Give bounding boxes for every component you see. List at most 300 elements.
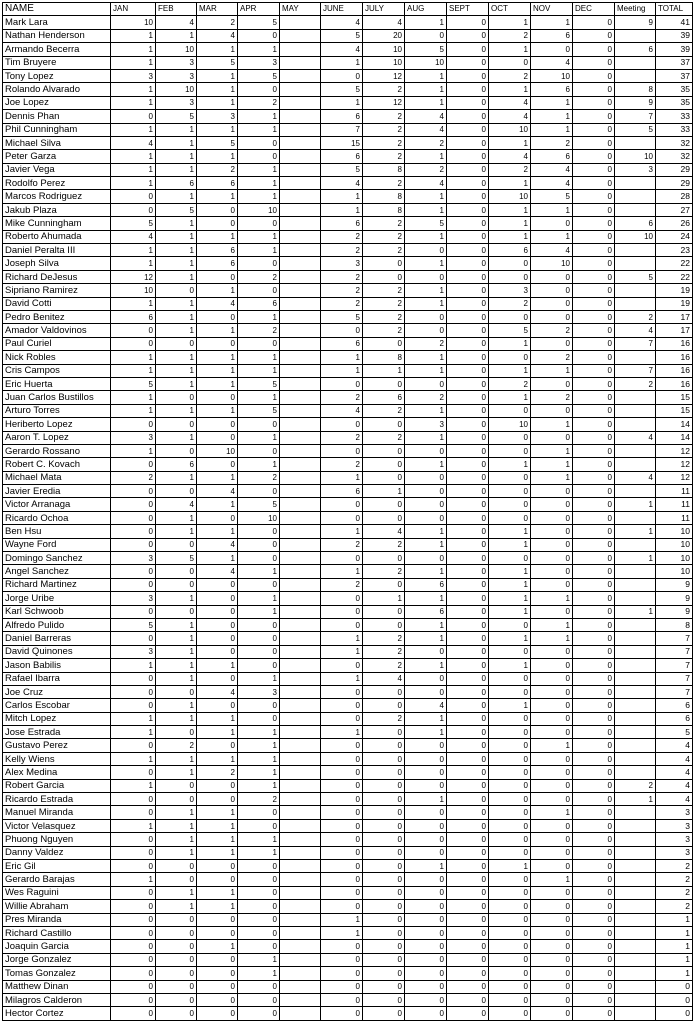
cell-mar: 10 (197, 444, 238, 457)
cell-may (280, 257, 321, 270)
cell-may (280, 56, 321, 69)
cell-mar: 1 (197, 819, 238, 832)
cell-aug: 1 (405, 431, 447, 444)
cell-jan: 0 (111, 766, 156, 779)
cell-aug: 0 (405, 552, 447, 565)
cell-june: 0 (321, 806, 363, 819)
table-row (3, 592, 693, 605)
cell-feb: 1 (156, 431, 197, 444)
column-header-meeting: Meeting (615, 3, 656, 16)
cell-mar: 1 (197, 150, 238, 163)
cell-mar: 1 (197, 230, 238, 243)
cell-oct: 0 (489, 779, 531, 792)
cell-dec: 0 (573, 310, 615, 323)
cell-total: 41 (656, 16, 693, 29)
table-row (3, 860, 693, 873)
cell-meeting (615, 980, 656, 993)
table-row (3, 980, 693, 993)
cell-june: 0 (321, 498, 363, 511)
cell-dec: 0 (573, 136, 615, 149)
cell-apr: 0 (238, 578, 280, 591)
cell-aug: 4 (405, 123, 447, 136)
cell-feb: 1 (156, 752, 197, 765)
cell-nov: 0 (531, 659, 573, 672)
cell-oct: 10 (489, 418, 531, 431)
cell-nov: 1 (531, 110, 573, 123)
cell-name: Manuel Miranda (3, 806, 111, 819)
cell-nov: 0 (531, 377, 573, 390)
cell-may (280, 337, 321, 350)
cell-nov: 0 (531, 967, 573, 980)
cell-jan: 1 (111, 163, 156, 176)
cell-jan: 1 (111, 779, 156, 792)
cell-apr: 0 (238, 538, 280, 551)
cell-meeting (615, 645, 656, 658)
cell-oct: 1 (489, 458, 531, 471)
cell-feb: 1 (156, 712, 197, 725)
cell-feb: 1 (156, 150, 197, 163)
cell-jan: 0 (111, 913, 156, 926)
cell-feb: 4 (156, 498, 197, 511)
cell-oct: 0 (489, 1007, 531, 1020)
table-row (3, 244, 693, 257)
cell-dec: 0 (573, 980, 615, 993)
cell-july: 2 (363, 310, 405, 323)
cell-jan: 0 (111, 739, 156, 752)
cell-june: 4 (321, 404, 363, 417)
cell-total: 37 (656, 56, 693, 69)
cell-may (280, 471, 321, 484)
cell-aug: 3 (405, 418, 447, 431)
cell-oct: 1 (489, 659, 531, 672)
cell-apr: 1 (238, 592, 280, 605)
cell-nov: 1 (531, 418, 573, 431)
cell-feb: 1 (156, 404, 197, 417)
cell-aug: 4 (405, 699, 447, 712)
table-row (3, 83, 693, 96)
cell-meeting (615, 846, 656, 859)
cell-meeting (615, 993, 656, 1006)
cell-total: 35 (656, 83, 693, 96)
cell-nov: 2 (531, 136, 573, 149)
cell-name: Rolando Alvarado (3, 83, 111, 96)
cell-july: 0 (363, 779, 405, 792)
cell-aug: 0 (405, 766, 447, 779)
cell-apr: 1 (238, 351, 280, 364)
table-row (3, 1007, 693, 1020)
cell-apr: 0 (238, 150, 280, 163)
cell-aug: 0 (405, 779, 447, 792)
cell-june: 1 (321, 565, 363, 578)
cell-dec: 0 (573, 565, 615, 578)
cell-name: Pres Miranda (3, 913, 111, 926)
cell-mar: 0 (197, 1007, 238, 1020)
cell-aug: 0 (405, 324, 447, 337)
cell-dec: 0 (573, 485, 615, 498)
table-row (3, 177, 693, 190)
cell-feb: 1 (156, 833, 197, 846)
cell-name: Armando Becerra (3, 43, 111, 56)
cell-mar: 0 (197, 310, 238, 323)
cell-aug: 0 (405, 511, 447, 524)
cell-total: 16 (656, 351, 693, 364)
table-row (3, 43, 693, 56)
table-row (3, 752, 693, 765)
cell-meeting (615, 418, 656, 431)
cell-apr: 1 (238, 190, 280, 203)
cell-name: Amador Valdovinos (3, 324, 111, 337)
cell-may (280, 485, 321, 498)
cell-dec: 0 (573, 110, 615, 123)
cell-july: 2 (363, 136, 405, 149)
cell-nov: 0 (531, 297, 573, 310)
cell-feb: 0 (156, 980, 197, 993)
cell-total: 2 (656, 886, 693, 899)
cell-dec: 0 (573, 150, 615, 163)
cell-meeting (615, 833, 656, 846)
cell-oct: 0 (489, 685, 531, 698)
cell-sept: 0 (447, 83, 489, 96)
cell-may (280, 846, 321, 859)
cell-meeting (615, 806, 656, 819)
cell-may (280, 69, 321, 82)
cell-mar: 6 (197, 244, 238, 257)
cell-may (280, 163, 321, 176)
cell-oct: 1 (489, 860, 531, 873)
table-row (3, 926, 693, 939)
cell-july: 0 (363, 726, 405, 739)
cell-apr: 2 (238, 324, 280, 337)
cell-apr: 5 (238, 498, 280, 511)
cell-apr: 0 (238, 444, 280, 457)
cell-meeting (615, 257, 656, 270)
cell-nov: 0 (531, 270, 573, 283)
cell-jan: 3 (111, 592, 156, 605)
cell-oct: 4 (489, 110, 531, 123)
cell-dec: 0 (573, 900, 615, 913)
cell-feb: 5 (156, 552, 197, 565)
cell-aug: 0 (405, 471, 447, 484)
cell-june: 6 (321, 150, 363, 163)
cell-oct: 5 (489, 324, 531, 337)
cell-sept: 0 (447, 672, 489, 685)
cell-nov: 1 (531, 873, 573, 886)
cell-july: 0 (363, 926, 405, 939)
cell-aug: 0 (405, 926, 447, 939)
cell-name: Pedro Benitez (3, 310, 111, 323)
cell-may (280, 592, 321, 605)
cell-total: 4 (656, 739, 693, 752)
cell-oct: 1 (489, 337, 531, 350)
table-row (3, 940, 693, 953)
cell-total: 3 (656, 819, 693, 832)
cell-aug: 0 (405, 967, 447, 980)
cell-jan: 1 (111, 257, 156, 270)
cell-aug: 1 (405, 96, 447, 109)
cell-may (280, 739, 321, 752)
cell-feb: 1 (156, 190, 197, 203)
cell-nov: 1 (531, 364, 573, 377)
cell-sept: 0 (447, 230, 489, 243)
cell-oct: 1 (489, 217, 531, 230)
cell-aug: 6 (405, 605, 447, 618)
cell-total: 7 (656, 632, 693, 645)
cell-jan: 0 (111, 110, 156, 123)
cell-dec: 0 (573, 217, 615, 230)
cell-feb: 1 (156, 659, 197, 672)
cell-july: 0 (363, 833, 405, 846)
cell-feb: 1 (156, 163, 197, 176)
cell-aug: 0 (405, 819, 447, 832)
cell-nov: 1 (531, 16, 573, 29)
cell-oct: 0 (489, 444, 531, 457)
cell-name: Richard Martinez (3, 578, 111, 591)
cell-june: 0 (321, 886, 363, 899)
cell-name: Gerardo Rossano (3, 444, 111, 457)
cell-name: Javier Eredia (3, 485, 111, 498)
cell-total: 9 (656, 578, 693, 591)
cell-may (280, 217, 321, 230)
cell-feb: 1 (156, 324, 197, 337)
cell-nov: 0 (531, 310, 573, 323)
table-body (3, 16, 693, 1020)
cell-total: 4 (656, 752, 693, 765)
cell-july: 0 (363, 605, 405, 618)
cell-name: Juan Carlos Bustillos (3, 391, 111, 404)
cell-feb: 4 (156, 16, 197, 29)
cell-sept: 0 (447, 926, 489, 939)
cell-may (280, 391, 321, 404)
cell-name: Ricardo Ochoa (3, 511, 111, 524)
cell-apr: 1 (238, 177, 280, 190)
cell-jan: 1 (111, 123, 156, 136)
cell-sept: 0 (447, 766, 489, 779)
cell-feb: 1 (156, 136, 197, 149)
table-row (3, 739, 693, 752)
table-row (3, 123, 693, 136)
cell-sept: 0 (447, 163, 489, 176)
cell-aug: 5 (405, 43, 447, 56)
cell-meeting (615, 565, 656, 578)
cell-june: 0 (321, 69, 363, 82)
cell-mar: 0 (197, 926, 238, 939)
table-row (3, 645, 693, 658)
cell-nov: 4 (531, 56, 573, 69)
cell-meeting (615, 672, 656, 685)
cell-feb: 1 (156, 819, 197, 832)
cell-sept: 0 (447, 284, 489, 297)
cell-may (280, 565, 321, 578)
cell-may (280, 16, 321, 29)
cell-dec: 0 (573, 618, 615, 631)
cell-dec: 0 (573, 806, 615, 819)
cell-nov: 1 (531, 96, 573, 109)
cell-apr: 0 (238, 993, 280, 1006)
cell-name: Joe Cruz (3, 685, 111, 698)
cell-oct: 0 (489, 471, 531, 484)
cell-name: Dennis Phan (3, 110, 111, 123)
cell-july: 2 (363, 150, 405, 163)
cell-july: 4 (363, 525, 405, 538)
cell-name: Jason Babilis (3, 659, 111, 672)
cell-apr: 2 (238, 793, 280, 806)
cell-total: 10 (656, 538, 693, 551)
cell-may (280, 980, 321, 993)
cell-sept: 0 (447, 431, 489, 444)
cell-meeting: 4 (615, 324, 656, 337)
cell-feb: 1 (156, 297, 197, 310)
cell-sept: 0 (447, 618, 489, 631)
cell-oct: 1 (489, 136, 531, 149)
cell-aug: 0 (405, 377, 447, 390)
cell-feb: 1 (156, 645, 197, 658)
cell-nov: 1 (531, 471, 573, 484)
cell-july: 0 (363, 618, 405, 631)
cell-feb: 0 (156, 444, 197, 457)
cell-meeting (615, 752, 656, 765)
cell-may (280, 418, 321, 431)
cell-meeting (615, 56, 656, 69)
cell-jan: 0 (111, 886, 156, 899)
cell-total: 23 (656, 244, 693, 257)
cell-mar: 0 (197, 431, 238, 444)
cell-nov: 6 (531, 29, 573, 42)
cell-name: Mark Lara (3, 16, 111, 29)
cell-oct: 2 (489, 377, 531, 390)
cell-july: 0 (363, 471, 405, 484)
table-row (3, 230, 693, 243)
cell-aug: 0 (405, 980, 447, 993)
cell-name: Gustavo Perez (3, 739, 111, 752)
cell-nov: 0 (531, 431, 573, 444)
cell-may (280, 967, 321, 980)
cell-sept: 0 (447, 699, 489, 712)
cell-total: 12 (656, 458, 693, 471)
cell-july: 10 (363, 56, 405, 69)
cell-may (280, 364, 321, 377)
cell-meeting (615, 538, 656, 551)
cell-june: 1 (321, 190, 363, 203)
cell-apr: 1 (238, 967, 280, 980)
cell-mar: 0 (197, 270, 238, 283)
cell-jan: 3 (111, 69, 156, 82)
cell-june: 5 (321, 29, 363, 42)
cell-aug: 0 (405, 752, 447, 765)
cell-total: 3 (656, 833, 693, 846)
cell-sept: 0 (447, 1007, 489, 1020)
cell-meeting (615, 1007, 656, 1020)
cell-dec: 0 (573, 498, 615, 511)
cell-name: Eric Gil (3, 860, 111, 873)
cell-nov: 1 (531, 806, 573, 819)
cell-name: Michael Mata (3, 471, 111, 484)
cell-feb: 1 (156, 364, 197, 377)
cell-dec: 0 (573, 926, 615, 939)
cell-total: 32 (656, 150, 693, 163)
cell-jan: 4 (111, 136, 156, 149)
cell-oct: 1 (489, 605, 531, 618)
cell-feb: 1 (156, 257, 197, 270)
cell-june: 0 (321, 779, 363, 792)
cell-june: 2 (321, 458, 363, 471)
cell-dec: 0 (573, 592, 615, 605)
cell-name: Milagros Calderon (3, 993, 111, 1006)
cell-june: 0 (321, 418, 363, 431)
cell-apr: 1 (238, 605, 280, 618)
cell-apr: 6 (238, 297, 280, 310)
cell-aug: 1 (405, 297, 447, 310)
cell-nov: 0 (531, 793, 573, 806)
cell-meeting (615, 177, 656, 190)
cell-june: 6 (321, 110, 363, 123)
cell-sept: 0 (447, 16, 489, 29)
cell-apr: 5 (238, 16, 280, 29)
cell-feb: 1 (156, 270, 197, 283)
cell-apr: 0 (238, 819, 280, 832)
cell-sept: 0 (447, 806, 489, 819)
cell-oct: 0 (489, 257, 531, 270)
cell-mar: 1 (197, 351, 238, 364)
cell-mar: 4 (197, 29, 238, 42)
table-row (3, 967, 693, 980)
cell-feb: 3 (156, 69, 197, 82)
cell-july: 0 (363, 940, 405, 953)
cell-nov: 0 (531, 645, 573, 658)
cell-aug: 0 (405, 940, 447, 953)
cell-dec: 0 (573, 377, 615, 390)
cell-sept: 0 (447, 150, 489, 163)
cell-jan: 0 (111, 926, 156, 939)
cell-apr: 0 (238, 525, 280, 538)
cell-feb: 0 (156, 685, 197, 698)
cell-july: 2 (363, 565, 405, 578)
cell-aug: 0 (405, 1007, 447, 1020)
cell-apr: 1 (238, 565, 280, 578)
cell-feb: 0 (156, 337, 197, 350)
cell-oct: 1 (489, 699, 531, 712)
cell-june: 4 (321, 16, 363, 29)
cell-july: 2 (363, 110, 405, 123)
table-row (3, 538, 693, 551)
cell-nov: 0 (531, 699, 573, 712)
cell-july: 0 (363, 418, 405, 431)
cell-jan: 0 (111, 511, 156, 524)
cell-meeting: 6 (615, 43, 656, 56)
cell-feb: 1 (156, 699, 197, 712)
cell-june: 1 (321, 56, 363, 69)
cell-nov: 0 (531, 819, 573, 832)
cell-jan: 0 (111, 953, 156, 966)
cell-mar: 4 (197, 297, 238, 310)
cell-aug: 1 (405, 69, 447, 82)
cell-meeting: 1 (615, 552, 656, 565)
cell-mar: 1 (197, 833, 238, 846)
cell-aug: 6 (405, 578, 447, 591)
cell-sept: 0 (447, 177, 489, 190)
cell-jan: 1 (111, 244, 156, 257)
cell-june: 0 (321, 953, 363, 966)
cell-meeting (615, 900, 656, 913)
cell-oct: 1 (489, 592, 531, 605)
cell-name: Phuong Nguyen (3, 833, 111, 846)
cell-oct: 4 (489, 96, 531, 109)
cell-mar: 0 (197, 391, 238, 404)
cell-nov: 0 (531, 565, 573, 578)
cell-nov: 2 (531, 324, 573, 337)
cell-apr: 1 (238, 391, 280, 404)
cell-feb: 1 (156, 672, 197, 685)
cell-sept: 0 (447, 913, 489, 926)
